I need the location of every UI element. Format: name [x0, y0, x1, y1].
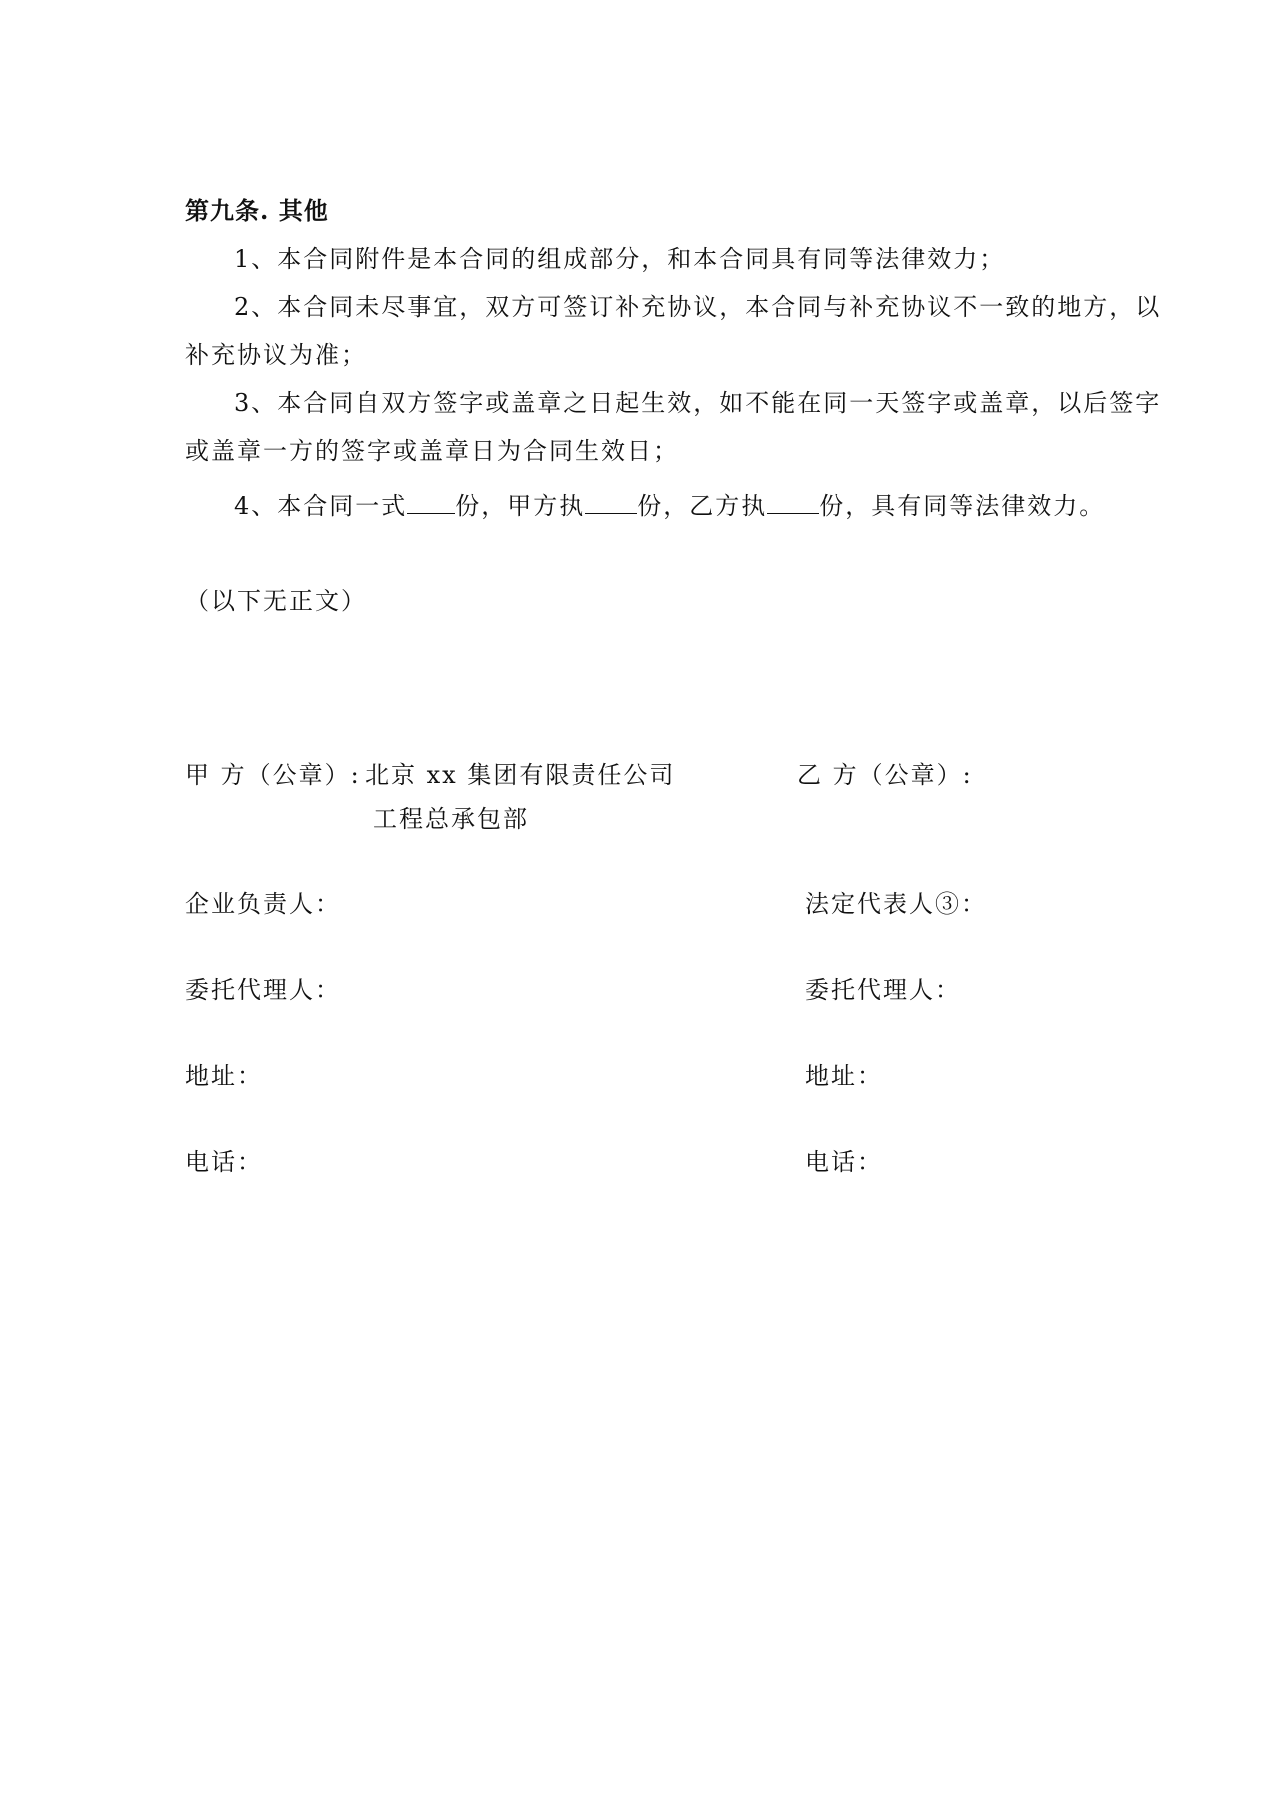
party-a-address-label: 地址：: [185, 1062, 263, 1090]
clause-4-part-4: 份，具有同等法律效力。: [819, 492, 1106, 520]
party-b-phone-label: 电话：: [805, 1148, 883, 1176]
clause-4: [234, 491, 1105, 518]
copies-party-b-blank[interactable]: [767, 491, 819, 514]
clause-3-line-2: 或盖章一方的签字或盖章日为合同生效日；: [185, 437, 679, 465]
copies-total-blank[interactable]: [407, 491, 455, 514]
party-a-agent-label: 委托代理人：: [185, 976, 341, 1004]
party-b-label: 乙 方（公章）:: [797, 761, 973, 789]
party-a-name-line-2: 工程总承包部: [373, 805, 529, 833]
party-a-label: 甲 方（公章）:: [185, 761, 361, 789]
clause-4-part-3: 份，乙方执: [637, 492, 768, 520]
clause-4-part-1: 4、本合同一式: [234, 492, 408, 520]
party-b-address-label: 地址：: [805, 1062, 883, 1090]
party-a-responsible-label: 企业负责人：: [185, 890, 341, 918]
clause-1: 1、本合同附件是本合同的组成部分，和本合同具有同等法律效力；: [234, 245, 1006, 273]
party-a-name-line-1: 北京 xx 集团有限责任公司: [365, 761, 676, 789]
clause-4-part-2: 份，甲方执: [455, 492, 586, 520]
clause-2-line-1: 2、本合同未尽事宜，双方可签订补充协议，本合同与补充协议不一致的地方，以: [234, 293, 1162, 321]
article-heading: 第九条. 其他: [185, 196, 329, 225]
party-a-phone-label: 电话：: [185, 1148, 263, 1176]
clause-2-line-2: 补充协议为准；: [185, 341, 367, 369]
end-note: （以下无正文）: [185, 587, 367, 615]
copies-party-a-blank[interactable]: [585, 491, 637, 514]
party-b-legal-rep-label: 法定代表人③：: [805, 890, 987, 918]
party-b-agent-label: 委托代理人：: [805, 976, 961, 1004]
clause-3-line-1: 3、本合同自双方签字或盖章之日起生效，如不能在同一天签字或盖章，以后签字: [234, 389, 1162, 417]
